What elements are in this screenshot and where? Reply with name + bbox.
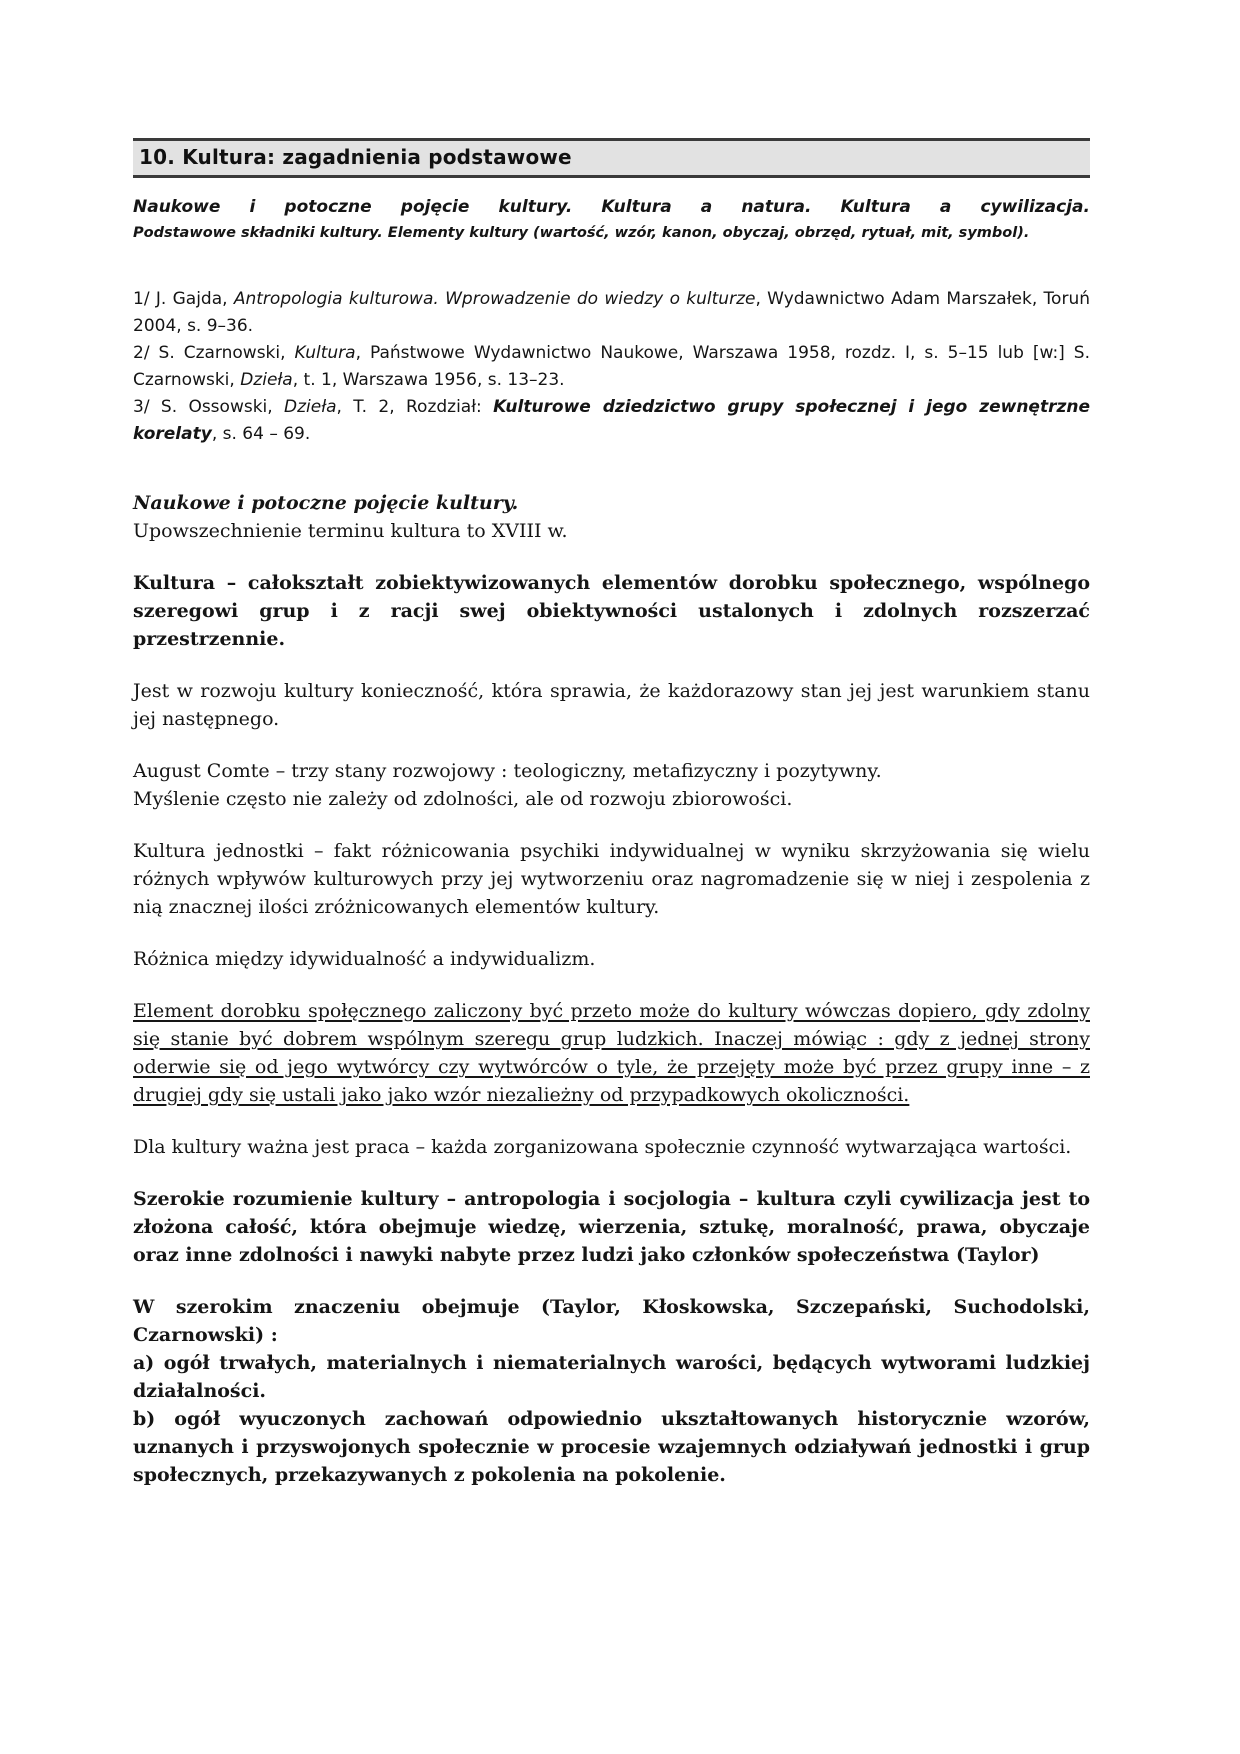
course-topics: [133, 194, 1090, 246]
list-item-a: a) ogół trwałych, materialnych i niematerialnych warości, będących wytworami ludzkiej działalności.: [133, 1352, 1090, 1402]
paragraph-comte: August Comte – trzy stany rozwojowy : teologiczny, metafizyczny i pozytywny.: [133, 760, 882, 782]
document-body: [133, 489, 1090, 1489]
reference-text-run: , T. 2, Rozdział:: [336, 397, 494, 417]
paragraph-kultura-jednostki: Kultura jednostki – fakt różnicowania psychiki indywidualnej w wyniku skrzyżowania się wielu różnych wpływów kulturowych przy jej wytworzeniu oraz nagromadzenie się w niej i zespolenia z nią znacznej ilości zróżnicowanych elementów kultury.: [133, 840, 1090, 918]
document-content: [133, 138, 1090, 1489]
reference-text-run: Dzieła: [284, 397, 337, 417]
reference-text-run: Antropologia kulturowa. Wprowadzenie do wiedzy o kulturze: [233, 289, 756, 309]
paragraph-koniecznosc: Jest w rozwoju kultury konieczność, która sprawia, że każdorazowy stan jej jest warunkiem stanu jej następnego.: [133, 680, 1090, 730]
reference-text-run: 1/ J. Gajda,: [133, 289, 234, 309]
reference-text-run: 2/ S. Czarnowski,: [133, 343, 295, 363]
paragraph-element-dorobku: Element dorobku społęcznego zaliczony być przeto może do kultury wówczas dopiero, gdy zdolny się stanie być dobrem wspólnym szeregu grup ludzkich. Inaczej mówiąc : gdy z jednej strony oderwie się od jego wytwórcy czy wytwórców o tyle, że przejęty może być przez grupy inne – z drugiej gdy się ustali jako jako wzór niezalieżny od przypadkowych okoliczności.: [133, 1000, 1090, 1106]
reference-text-run: Dzieła: [240, 370, 293, 390]
paragraph-roznica: Różnica między idywidualność a indywidualizm.: [133, 948, 596, 970]
list-item-b: b) ogół wyuczonych zachowań odpowiednio ukształtowanych historycznie wzorów, uznanych i przyswojonych społecznie w procesie wzajemnych odziaływań jednostki i grup społecznych, przekazywanych z pokolenia na pokolenie.: [133, 1408, 1090, 1486]
reference-item: [133, 340, 1090, 394]
paragraph-w-szerokim-znaczeniu: W szerokim znaczeniu obejmuje (Taylor, Kłoskowska, Szczepański, Suchodolski, Czarnowski) :: [133, 1296, 1090, 1346]
paragraph-praca: Dla kultury ważna jest praca – każda zorganizowana społecznie czynność wytwarzająca wartości.: [133, 1136, 1072, 1158]
reference-item: [133, 286, 1090, 340]
section-title-bar: [133, 138, 1090, 178]
reference-text-run: Kultura: [294, 343, 356, 363]
reference-item: [133, 394, 1090, 448]
topics-primary: Naukowe i potoczne pojęcie kultury. Kultura a natura. Kultura a cywilizacja.: [133, 197, 1090, 217]
reference-text-run: , t. 1, Warszawa 1956, s. 13–23.: [292, 370, 565, 390]
paragraph-myslenie: Myślenie często nie zależy od zdolności, ale od rozwoju zbiorowości.: [133, 788, 793, 810]
topics-secondary: Podstawowe składniki kultury. Elementy kultury (wartość, wzór, kanon, obyczaj, obrzęd, rytuał, mit, symbol).: [133, 225, 1030, 241]
reference-text-run: , Wydawnictwo Adam Marszałek, Toruń 2004, s. 9–36.: [133, 289, 1090, 336]
reference-text-run: 3/ S. Ossowski,: [133, 397, 285, 417]
paragraph-szerokie-rozumienie: Szerokie rozumienie kultury – antropologia i socjologia – kultura czyli cywilizacja jest to złożona całość, która obejmuje wiedzę, wierzenia, sztukę, moralność, prawa, obyczaje oraz inne zdolności i nawyki nabyte przez ludzi jako członków społeczeństwa (Taylor): [133, 1188, 1090, 1266]
reference-text-run: , s. 64 – 69.: [211, 424, 311, 444]
section-heading: Naukowe i potoczne pojęcie kultury.: [133, 492, 519, 514]
paragraph-upowszechnienie: Upowszechnienie terminu kultura to XVIII w.: [133, 520, 568, 542]
definition-kultura: Kultura – całokształt zobiektywizowanych elementów dorobku społecznego, wspólnego szeregowi grup i z racji swej obiektywności ustalonych i zdolnych rozszerzać przestrzennie.: [133, 572, 1090, 650]
reference-text-run: , Państwowe Wydawnictwo Naukowe, Warszawa 1958, rozdz. I, s. 5–15 lub [w:] S. Czarnowski,: [133, 343, 1090, 390]
reading-list: [133, 286, 1090, 448]
page-title: 10. Kultura: zagadnienia podstawowe: [139, 145, 572, 169]
reference-text-run: Kulturowe dziedzictwo grupy społecznej i jego zewnętrzne korelaty: [133, 397, 1090, 444]
